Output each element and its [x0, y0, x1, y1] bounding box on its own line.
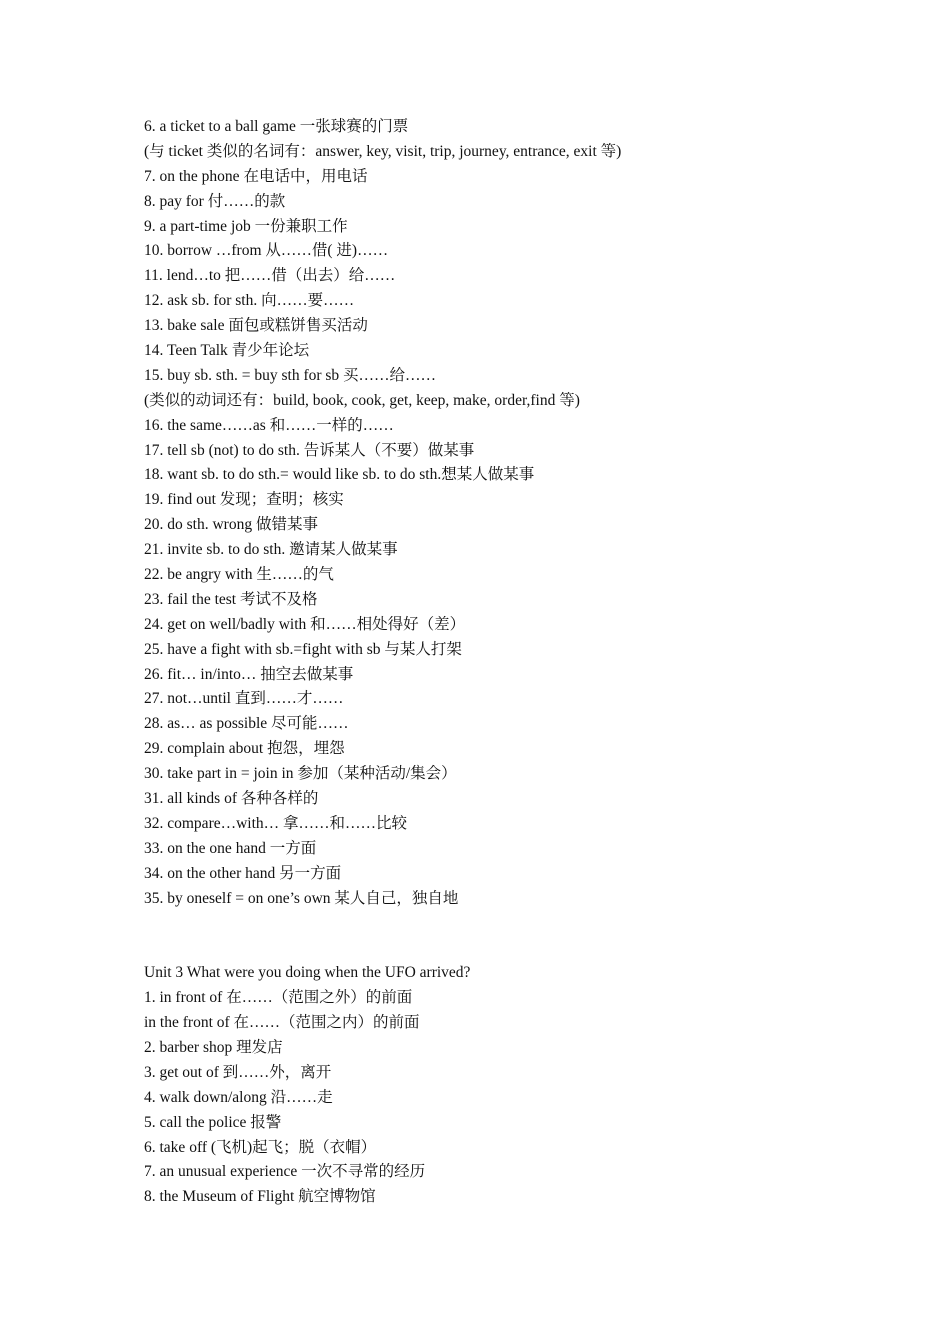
- list-item: 33. on the one hand 一方面: [144, 839, 317, 857]
- section-spacer: [144, 912, 904, 962]
- list-item: in the front of 在……（范围之内）的前面: [144, 1014, 420, 1032]
- list-item: 25. have a fight with sb.=fight with sb 与某人打架: [144, 640, 462, 658]
- list-item: 3. get out of 到……外，离开: [144, 1063, 332, 1081]
- unit-heading: Unit 3 What were you doing when the UFO arrived?: [144, 964, 471, 982]
- list-item: 6. a ticket to a ball game 一张球赛的门票: [144, 118, 409, 135]
- list-item: 15. buy sb. sth. = buy sth for sb 买……给……: [144, 366, 437, 384]
- list-item: 7. on the phone 在电话中，用电话: [144, 167, 368, 185]
- list-item: 35. by oneself = on one’s own 某人自己，独自地: [144, 889, 459, 907]
- list-item: 24. get on well/badly with 和……相处得好（差）: [144, 615, 466, 633]
- list-item: (与 ticket 类似的名词有：answer, key, visit, trip, journey, entrance, exit 等): [144, 142, 622, 160]
- text-column: [144, 115, 904, 1210]
- section-unit3-list: [144, 961, 904, 1210]
- list-item: 6. take off (飞机)起飞；脱（衣帽）: [144, 1138, 377, 1156]
- list-item: 13. bake sale 面包或糕饼售买活动: [144, 317, 368, 335]
- list-item: 30. take part in = join in 参加（某种活动/集会）: [144, 765, 457, 783]
- list-item: 12. ask sb. for sth. 向……要……: [144, 292, 355, 310]
- list-item: 27. not…until 直到……才……: [144, 690, 344, 708]
- list-item: 20. do sth. wrong 做错某事: [144, 516, 318, 534]
- list-item: 22. be angry with 生……的气: [144, 566, 334, 584]
- list-item: 5. call the police 报警: [144, 1113, 282, 1131]
- list-item: 8. the Museum of Flight 航空博物馆: [144, 1188, 376, 1206]
- list-item: 28. as… as possible 尽可能……: [144, 715, 349, 733]
- list-item: 32. compare…with… 拿……和……比较: [144, 814, 408, 832]
- list-item: 7. an unusual experience 一次不寻常的经历: [144, 1163, 426, 1181]
- list-item: 21. invite sb. to do sth. 邀请某人做某事: [144, 541, 398, 559]
- list-item: 34. on the other hand 另一方面: [144, 864, 342, 882]
- list-item: 10. borrow …from 从……借( 进)……: [144, 242, 389, 260]
- list-item: 31. all kinds of 各种各样的: [144, 790, 319, 808]
- list-item: 29. complain about 抱怨，埋怨: [144, 740, 345, 758]
- list-item: 19. find out 发现；查明；核实: [144, 491, 344, 509]
- list-item: 4. walk down/along 沿……走: [144, 1088, 333, 1106]
- list-item: 14. Teen Talk 青少年论坛: [144, 342, 310, 360]
- list-item: 8. pay for 付……的款: [144, 192, 286, 210]
- list-item: 17. tell sb (not) to do sth. 告诉某人（不要）做某事: [144, 441, 475, 459]
- list-item: 11. lend…to 把……借（出去）给……: [144, 267, 396, 285]
- list-item: 1. in front of 在……（范围之外）的前面: [144, 989, 413, 1007]
- list-item: 23. fail the test 考试不及格: [144, 590, 318, 608]
- list-item: 2. barber shop 理发店: [144, 1038, 283, 1056]
- list-item: 26. fit… in/into… 抽空去做某事: [144, 665, 354, 683]
- section-phrases-list: [144, 115, 904, 912]
- list-item: 9. a part-time job 一份兼职工作: [144, 217, 348, 235]
- list-item: 16. the same……as 和……一样的……: [144, 416, 394, 434]
- list-item: 18. want sb. to do sth.= would like sb. to do sth.想某人做某事: [144, 466, 535, 484]
- list-item: (类似的动词还有：build, book, cook, get, keep, make, order,find 等): [144, 391, 580, 409]
